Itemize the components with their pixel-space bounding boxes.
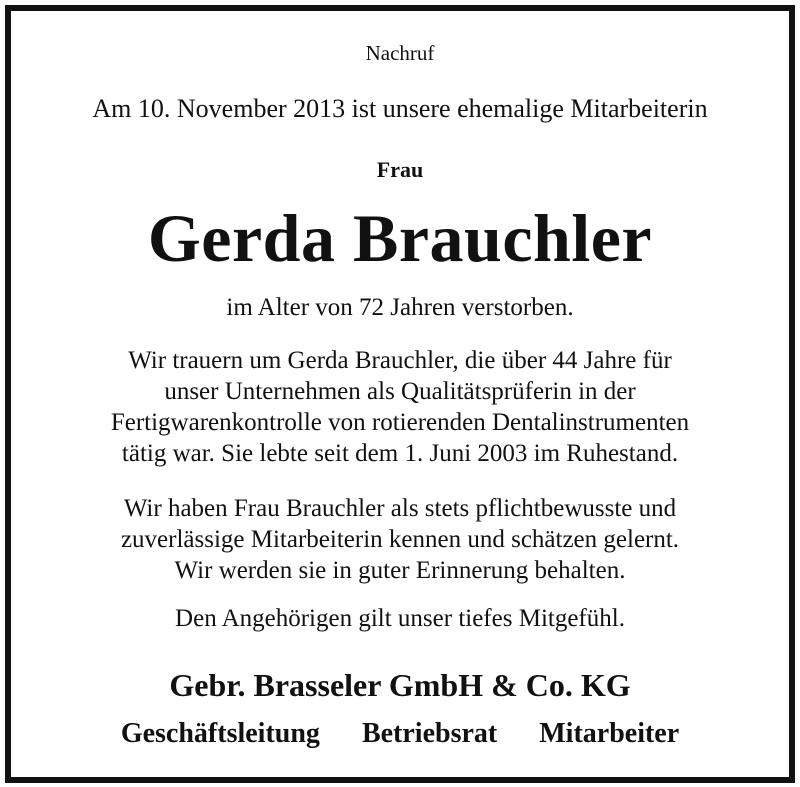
age-line: im Alter von 72 Jahren verstorben. xyxy=(226,294,574,321)
signer-works-council: Betriebsrat xyxy=(361,718,498,749)
tribute-line: tätig war. Sie lebte seit dem 1. Juni 2003 im Ruhestand. xyxy=(121,440,679,467)
tribute-line: Wir trauern um Gerda Brauchler, die über 44 Jahre für xyxy=(128,347,672,374)
appreciation-line: zuverlässige Mitarbeiterin kennen und schätzen gelernt. xyxy=(120,526,680,553)
company-name: Gebr. Brasseler GmbH & Co. KG xyxy=(169,667,631,703)
intro-line: Am 10. November 2013 ist unsere ehemalige Mitarbeiterin xyxy=(92,94,708,123)
deceased-name: Gerda Brauchler xyxy=(147,200,653,276)
appreciation-paragraph xyxy=(11,493,789,586)
condolence-line: Den Angehörigen gilt unser tiefes Mitgefühl. xyxy=(175,605,625,632)
signers-row xyxy=(11,718,789,750)
tribute-line: unser Unternehmen als Qualitätsprüferin in der xyxy=(164,378,636,405)
appreciation-line: Wir werden sie in guter Erinnerung behalten. xyxy=(174,557,626,584)
tribute-paragraph xyxy=(11,345,789,469)
signer-management: Geschäftsleitung xyxy=(120,718,320,749)
tribute-line: Fertigwarenkontrolle von rotierenden Dentalinstrumenten xyxy=(110,409,690,436)
signer-employees: Mitarbeiter xyxy=(539,718,680,749)
salutation: Frau xyxy=(376,157,424,182)
notice-header: Nachruf xyxy=(365,41,435,65)
appreciation-line: Wir haben Frau Brauchler als stets pflichtbewusste und xyxy=(123,495,677,522)
